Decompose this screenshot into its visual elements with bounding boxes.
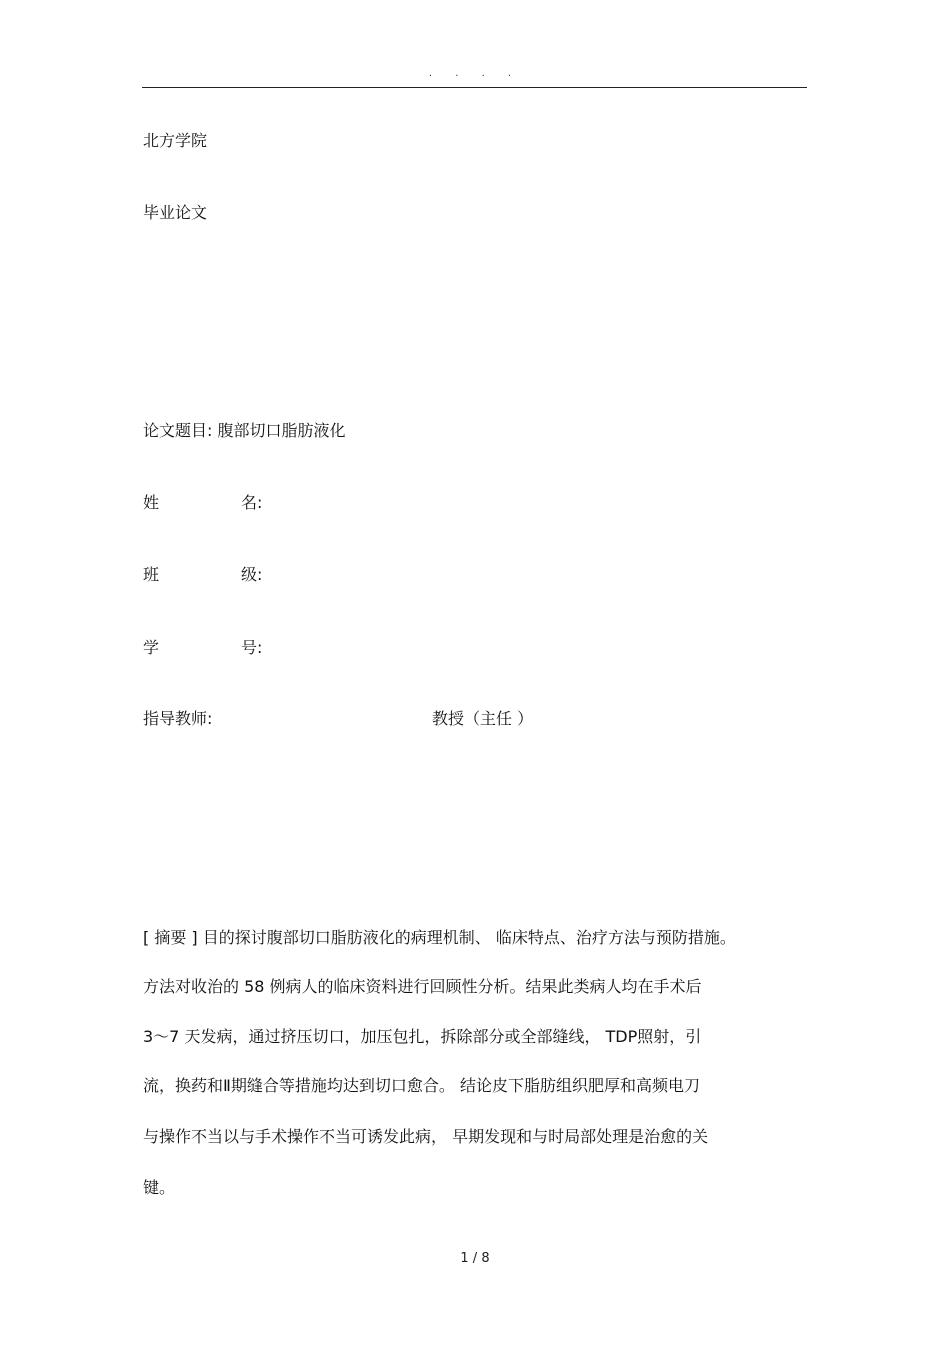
institution-name: 北方学院 bbox=[143, 131, 208, 150]
field-name-left: 姓 bbox=[143, 493, 160, 512]
abstract-line: 流，换药和Ⅱ期缝合等措施均达到切口愈合。 结论皮下脂肪组织肥厚和高频电刀 bbox=[143, 1076, 700, 1095]
field-name-right: 名: bbox=[241, 493, 263, 512]
document-type: 毕业论文 bbox=[143, 203, 208, 222]
page-indicator: 1 / 8 bbox=[460, 1251, 490, 1266]
header-dots: · · · · bbox=[428, 71, 522, 82]
field-student-id-left: 学 bbox=[143, 638, 160, 657]
abstract-line: 方法对收治的 58 例病人的临床资料进行回顾性分析。结果此类病人均在手术后 bbox=[143, 977, 702, 996]
field-class-right: 级: bbox=[241, 565, 263, 584]
field-class-left: 班 bbox=[143, 565, 160, 584]
thesis-title-label: 论文题目: bbox=[143, 421, 213, 440]
field-student-id-right: 号: bbox=[241, 638, 263, 657]
abstract-line: [ 摘要 ] 目的探讨腹部切口脂肪液化的病理机制、 临床特点、治疗方法与预防措施。 bbox=[143, 928, 736, 947]
thesis-title bbox=[143, 421, 346, 441]
thesis-title-value: 腹部切口脂肪液化 bbox=[217, 421, 346, 440]
abstract-line: 键。 bbox=[143, 1178, 176, 1197]
header-rule bbox=[142, 87, 807, 88]
abstract-line: 与操作不当以与手术操作不当可诱发此病， 早期发现和与时局部处理是治愈的关 bbox=[143, 1127, 709, 1146]
advisor-label: 指导教师: bbox=[143, 709, 213, 728]
abstract-line: 3～7 天发病，通过挤压切口，加压包扎，拆除部分或全部缝线， TDP照射，引 bbox=[143, 1027, 702, 1046]
advisor-rank: 教授（主任 ） bbox=[432, 709, 534, 728]
